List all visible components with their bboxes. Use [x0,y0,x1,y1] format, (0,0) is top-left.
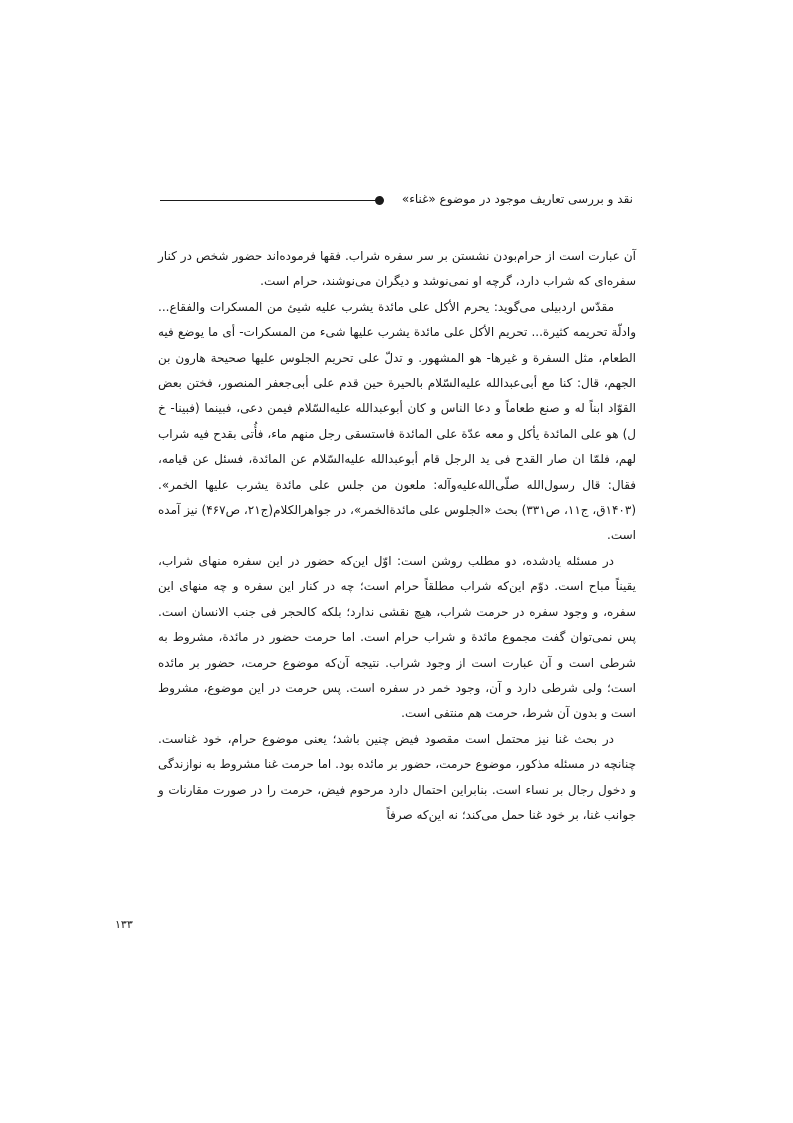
header-title: نقد و بررسی تعاریف موجود در موضوع «غناء» [401,192,633,206]
paragraph-1: آن عبارت است از حرام‌بودن نشستن بر سر سفره شراب. فقها فرموده‌اند حضور شخص در کنار سفره‌ای که شراب دارد، گرچه او نمی‌نوشد و دیگران می‌نوشند، حرام است. [158,249,636,289]
paragraph-4: در بحث غنا نیز محتمل است مقصود فیض چنین باشد؛ یعنی موضوع حرام، خود غناست. چنانچه در مسئله مذکور، موضوع حرمت، حضور بر مائده بود. اما حرمت غنا مشروط به نوازندگی و دخول رجال بر نساء است. بنابراین احتمال دارد مرحوم فیض، حرمت را در صورت مقارنات و جوانب غنا، بر خود غنا حمل می‌کند؛ نه این‌که صرفاً [158,731,636,822]
header-bullet-icon [375,196,384,205]
page-number: ۱۳۳ [115,918,133,931]
running-header [160,189,633,213]
paragraph-3: در مسئله یادشده، دو مطلب روشن است: اوّل این‌که حضور در این سفره منهای شراب، یقیناً مباح است. دوّم این‌که شراب مطلقاً حرام است؛ چه در کنار این سفره و چه منهای این سفره، و وجود سفره در حرمت شراب، هیچ نقشی ندارد؛ بلکه کالحجر فی جنب الانسان است. پس نمی‌توان گفت مجموع مائدة و شراب حرام است. اما حرمت حضور در مائدة، مشروط به شرطی است و آن عبارت است از وجود شراب. نتیجه آن‌که موضوع حرمت، حضور بر مائده است؛ ولی شرطی دارد و آن، وجود خمر در سفره است. پس حرمت در این موضوع، مشروط است و بدون آن شرط، حرمت هم منتفی است. [158,553,636,721]
header-rule [160,200,378,201]
body-text [158,244,636,828]
paragraph-2: مقدّس اردبیلی می‌گوید: یحرم الأکل علی مائدة یشرب علیه شیئ من المسکرات والفقاع... وادلّة تحریمه کثیرة... تحریم الأکل علی مائدة یشرب علیها شیء من المسکرات- أی ما یوضع فیه الطعام، مثل السفرة و غیرها- هو المشهور. و تدلّ علی تحریم الجلوس علیها صحیحة هارون بن الجهم، قال: کنا مع أبی‌عبدالله علیه‌السّلام بالحیرة حین قدم علی أبی‌جعفر المنصور، فختن بعض القوّاد ابناً له و صنع طعاماً و دعا الناس و کان أبوعبدالله علیه‌السّلام فیمن دعی، فبینما (فبینا- خ ل) هو علی المائدة یأکل و معه عدّة علی المائدة فاستسقی رجل منهم ماء، فأُتی بقدح فیه شراب لهم، فلمّا ان صار القدح فی ید الرجل قام أبوعبدالله علیه‌السّلام عن المائدة، فسئل عن قیامه، فقال: قال رسول‌الله صلّی‌الله‌علیه‌وآله: ملعون من جلس علی مائدة یشرب علیها الخمر». (۱۴۰۳ق، ج۱۱، ص۳۳۱) بحث «الجلوس علی مائدةالخمر»، در جواهرالکلام(ج۲۱، ص۴۶۷) نیز آمده است. [157,299,636,543]
